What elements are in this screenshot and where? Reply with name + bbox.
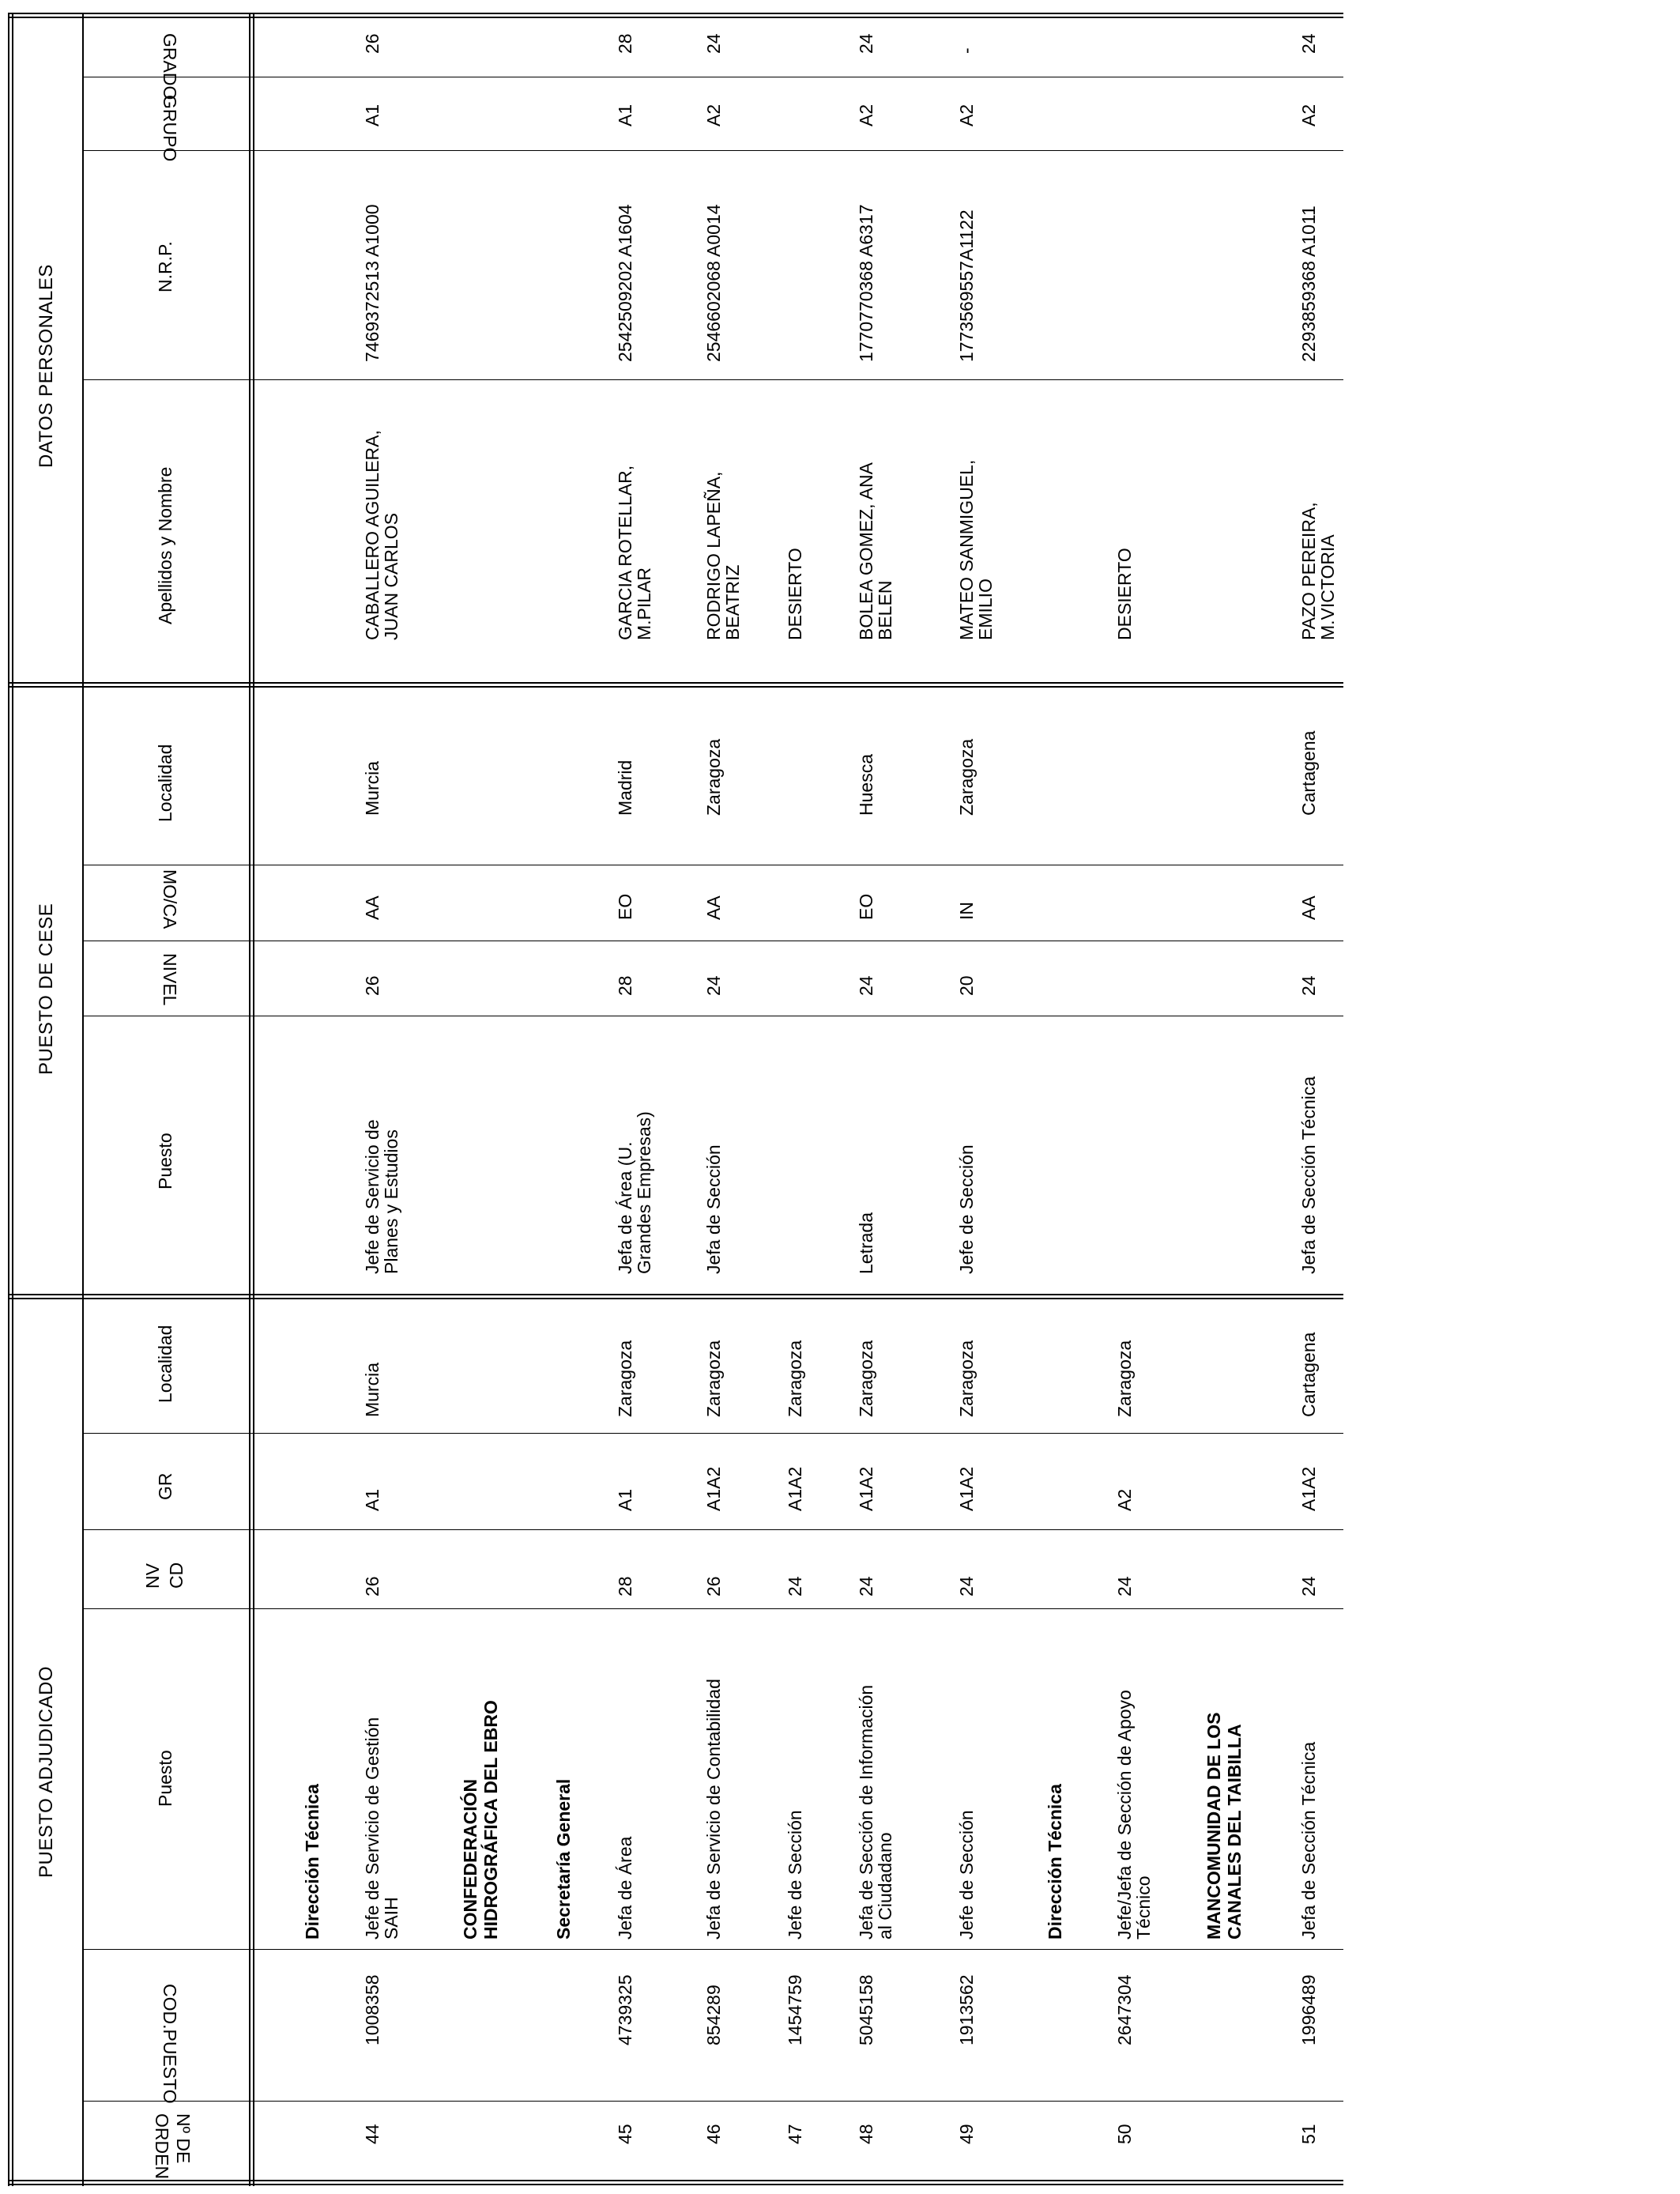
cell-puesto-adjudicado: Jefa de Sección de Información bbox=[856, 1684, 876, 1940]
cell-cod-puesto: 5045158 bbox=[856, 1974, 876, 2045]
cell-puesto-cese: Jefe de Servicio de bbox=[362, 1119, 382, 1274]
cell-nv-cd: 24 bbox=[856, 1576, 876, 1596]
header-datos-personales: DATOS PERSONALES bbox=[36, 264, 57, 468]
col-line bbox=[83, 1433, 1343, 1434]
col-header-nivel: NIVEL bbox=[160, 953, 180, 1006]
cell-nivel: 28 bbox=[615, 975, 635, 996]
top-border bbox=[8, 13, 1343, 14]
cell-gr: A1A2 bbox=[856, 1466, 876, 1511]
cell-puesto-cese: Jefa de Sección Técnica bbox=[1298, 1076, 1319, 1274]
cell-localidad-adjudicado: Zaragoza bbox=[785, 1340, 805, 1417]
cell-apellidos-nombre: MATEO SANMIGUEL, bbox=[956, 459, 977, 640]
cell-localidad-cese: Zaragoza bbox=[956, 738, 977, 816]
cell-grupo: A1 bbox=[615, 104, 635, 126]
cell-gr: A1 bbox=[615, 1488, 635, 1511]
cell-orden: 46 bbox=[703, 2124, 724, 2144]
cell-apellidos-nombre: RODRIGO LAPEÑA, bbox=[703, 471, 724, 640]
cell-nivel: 24 bbox=[856, 975, 876, 996]
cell-cod-puesto: 2647304 bbox=[1114, 1974, 1135, 2045]
cell-grupo: A2 bbox=[703, 104, 724, 126]
cell-nv-cd: 24 bbox=[1298, 1576, 1319, 1596]
cell-gr: A1 bbox=[362, 1488, 382, 1511]
cell-puesto-adjudicado: Jefe de Sección bbox=[785, 1810, 805, 1940]
cell-mo-ca: EO bbox=[856, 893, 876, 920]
header-bottom-line-inner bbox=[253, 13, 254, 2186]
cell-puesto-cese: Jefa de Sección bbox=[703, 1144, 724, 1274]
cell-localidad-adjudicado: Murcia bbox=[362, 1362, 382, 1417]
section-divider-cese-inner bbox=[8, 1298, 1343, 1299]
cell-apellidos-nombre: CABALLERO AGUILERA, bbox=[362, 430, 382, 640]
cell-puesto-adjudicado: Jefa de Área bbox=[615, 1836, 635, 1940]
section-secretaria-general: Secretaría General bbox=[553, 1778, 574, 1940]
cell-cod-puesto: 1996489 bbox=[1298, 1974, 1319, 2045]
col-header-localidad-adj: Localidad bbox=[155, 1325, 175, 1403]
cell-localidad-cese: Huesca bbox=[856, 754, 876, 816]
section-divider-datos bbox=[8, 682, 1343, 684]
col-line bbox=[83, 379, 1343, 380]
cell-orden: 44 bbox=[362, 2124, 382, 2144]
col-header-puesto-adj: Puesto bbox=[155, 1750, 175, 1807]
cell-puesto-adjudicado-line2: Técnico bbox=[1133, 1875, 1154, 1940]
cell-mo-ca: AA bbox=[1298, 895, 1319, 920]
cell-grupo: A2 bbox=[956, 104, 977, 126]
cell-nrp: 2546602068 A0014 bbox=[703, 204, 724, 362]
cell-mo-ca: AA bbox=[362, 895, 382, 920]
cell-orden: 48 bbox=[856, 2124, 876, 2144]
cell-puesto-adjudicado: Jefe de Servicio de Gestión bbox=[362, 1717, 382, 1940]
col-header-localidad-cese: Localidad bbox=[155, 744, 175, 822]
cell-apellidos-nombre: DESIERTO bbox=[785, 548, 805, 640]
cell-cod-puesto: 854289 bbox=[703, 1985, 724, 2045]
section-direccion-tecnica-1: Dirección Técnica bbox=[302, 1784, 322, 1940]
col-header-cd: CD bbox=[166, 1562, 186, 1589]
cell-nrp: 2293859368 A1011 bbox=[1298, 205, 1319, 362]
cell-nrp: 7469372513 A1000 bbox=[362, 204, 382, 362]
cell-puesto-cese: Letrada bbox=[856, 1212, 876, 1274]
cell-apellidos-nombre: GARCIA ROTELLAR, bbox=[615, 465, 635, 640]
cell-localidad-adjudicado: Zaragoza bbox=[956, 1340, 977, 1417]
cell-localidad-adjudicado: Zaragoza bbox=[1114, 1340, 1135, 1417]
section-divider-datos-inner bbox=[8, 686, 1343, 688]
col-line bbox=[83, 1949, 1343, 1950]
cell-puesto-adjudicado: Jefe/Jefa de Sección de Apoyo bbox=[1114, 1690, 1135, 1940]
cell-nv-cd: 24 bbox=[1114, 1576, 1135, 1596]
col-header-grado: GRADO bbox=[160, 33, 180, 100]
cell-puesto-cese: Jefa de Área (U. bbox=[615, 1141, 635, 1274]
header-bottom-line bbox=[249, 13, 250, 2186]
header-puesto-adjudicado: PUESTO ADJUDICADO bbox=[36, 1665, 57, 1878]
cell-nv-cd: 24 bbox=[956, 1576, 977, 1596]
cell-mo-ca: AA bbox=[703, 895, 724, 920]
cell-nrp: 2542509202 A1604 bbox=[615, 204, 635, 362]
cell-cod-puesto: 4739325 bbox=[615, 1974, 635, 2045]
cell-localidad-cese: Murcia bbox=[362, 760, 382, 816]
col-header-apellidos: Apellidos y Nombre bbox=[155, 466, 175, 624]
section-confederacion-1: CONFEDERACIÓN bbox=[460, 1778, 480, 1940]
cell-orden: 49 bbox=[956, 2124, 977, 2144]
cell-nivel: 24 bbox=[1298, 975, 1319, 996]
cell-apellidos-nombre-line2: M.VICTORIA bbox=[1317, 534, 1338, 640]
section-direccion-tecnica-2: Dirección Técnica bbox=[1045, 1784, 1065, 1940]
cell-localidad-adjudicado: Zaragoza bbox=[856, 1340, 876, 1417]
cell-grado: 24 bbox=[1298, 33, 1319, 54]
cell-apellidos-nombre: PAZO PEREIRA, bbox=[1298, 502, 1319, 640]
cell-cod-puesto: 1454759 bbox=[785, 1974, 805, 2045]
cell-gr: A1A2 bbox=[1298, 1466, 1319, 1511]
cell-puesto-adjudicado: Jefe de Sección bbox=[956, 1810, 977, 1940]
cell-cod-puesto: 1913562 bbox=[956, 1974, 977, 2045]
cell-puesto-cese: Jefe de Sección bbox=[956, 1144, 977, 1274]
cell-localidad-cese: Zaragoza bbox=[703, 738, 724, 816]
header-band-line bbox=[82, 13, 84, 2186]
cell-puesto-adjudicado: Jefa de Sección Técnica bbox=[1298, 1741, 1319, 1940]
cell-orden: 50 bbox=[1114, 2124, 1135, 2144]
cell-nrp: 1770770368 A6317 bbox=[856, 204, 876, 362]
cell-localidad-cese: Cartagena bbox=[1298, 730, 1319, 816]
section-divider-cese bbox=[8, 1294, 1343, 1295]
cell-orden: 47 bbox=[785, 2124, 805, 2144]
cell-nrp: 1773569557A1122 bbox=[956, 209, 977, 362]
cell-gr: A2 bbox=[1114, 1488, 1135, 1511]
cell-apellidos-nombre-line2: EMILIO bbox=[975, 579, 996, 640]
cell-mo-ca: EO bbox=[615, 893, 635, 920]
section-mancomunidad-2: CANALES DEL TAIBILLA bbox=[1224, 1724, 1245, 1940]
cell-grupo: A2 bbox=[1298, 104, 1319, 126]
cell-grupo: A1 bbox=[362, 104, 382, 126]
col-line bbox=[83, 1529, 1343, 1530]
cell-nivel: 26 bbox=[362, 975, 382, 996]
left-border bbox=[8, 13, 9, 2186]
header-puesto-de-cese: PUESTO DE CESE bbox=[36, 903, 57, 1075]
cell-nv-cd: 28 bbox=[615, 1576, 635, 1596]
cell-gr: A1A2 bbox=[785, 1466, 805, 1511]
col-header-mo-ca: MO/CA bbox=[160, 869, 180, 929]
cell-apellidos-nombre-line2: M.PILAR bbox=[634, 567, 654, 640]
cell-nv-cd: 26 bbox=[362, 1576, 382, 1596]
section-mancomunidad-1: MANCOMUNIDAD DE LOS bbox=[1203, 1712, 1224, 1940]
col-header-orden-1: Nº DE bbox=[173, 2113, 194, 2164]
cell-gr: A1A2 bbox=[956, 1466, 977, 1511]
bottom-border bbox=[8, 2180, 1343, 2181]
cell-grado: 26 bbox=[362, 33, 382, 54]
cell-grado: 24 bbox=[703, 33, 724, 54]
cell-puesto-adjudicado-line2: SAIH bbox=[381, 1897, 401, 1940]
col-line bbox=[83, 1608, 1343, 1609]
cell-apellidos-nombre: BOLEA GOMEZ, ANA bbox=[856, 462, 876, 640]
col-header-puesto-cese: Puesto bbox=[155, 1133, 175, 1189]
col-header-nv: NV bbox=[142, 1563, 163, 1589]
cell-localidad-cese: Madrid bbox=[615, 760, 635, 816]
cell-orden: 45 bbox=[615, 2124, 635, 2144]
cell-mo-ca: IN bbox=[956, 902, 977, 920]
bottom-border-inner bbox=[8, 2184, 1343, 2185]
cell-apellidos-nombre-line2: BEATRIZ bbox=[722, 564, 743, 640]
cell-grupo: A2 bbox=[856, 104, 876, 126]
col-header-nrp: N.R.P. bbox=[155, 241, 175, 292]
cell-apellidos-nombre-line2: BELEN bbox=[875, 580, 895, 640]
cell-puesto-cese-line2: Planes y Estudios bbox=[381, 1129, 401, 1274]
cell-apellidos-nombre: DESIERTO bbox=[1114, 548, 1135, 640]
cell-gr: A1A2 bbox=[703, 1466, 724, 1511]
left-border-inner bbox=[12, 13, 13, 2186]
col-header-orden-2: ORDEN bbox=[152, 2113, 172, 2180]
cell-puesto-adjudicado-line2: al Ciudadano bbox=[875, 1832, 895, 1940]
col-header-grupo: GRUPO bbox=[160, 95, 180, 162]
cell-nivel: 20 bbox=[956, 975, 977, 996]
col-header-cod-puesto: COD.PUESTO bbox=[160, 1984, 180, 2104]
cell-orden: 51 bbox=[1298, 2124, 1319, 2144]
cell-grado: 28 bbox=[615, 33, 635, 54]
cell-localidad-adjudicado: Zaragoza bbox=[615, 1340, 635, 1417]
section-confederacion-2: HIDROGRÁFICA DEL EBRO bbox=[480, 1700, 501, 1940]
cell-puesto-adjudicado: Jefa de Servicio de Contabilidad bbox=[703, 1679, 724, 1940]
col-header-gr: GR bbox=[155, 1472, 175, 1500]
col-line bbox=[83, 150, 1343, 151]
cell-puesto-cese-line2: Grandes Empresas) bbox=[634, 1111, 654, 1274]
cell-grado: 24 bbox=[856, 33, 876, 54]
col-line bbox=[83, 2101, 1343, 2102]
cell-nv-cd: 24 bbox=[785, 1576, 805, 1596]
cell-nivel: 24 bbox=[703, 975, 724, 996]
cell-nv-cd: 26 bbox=[703, 1576, 724, 1596]
cell-apellidos-nombre-line2: JUAN CARLOS bbox=[381, 512, 401, 640]
cell-localidad-adjudicado: Cartagena bbox=[1298, 1332, 1319, 1417]
top-border-inner bbox=[8, 17, 1343, 18]
cell-localidad-adjudicado: Zaragoza bbox=[703, 1340, 724, 1417]
cell-cod-puesto: 1008358 bbox=[362, 1974, 382, 2045]
cell-grado: - bbox=[956, 47, 977, 54]
